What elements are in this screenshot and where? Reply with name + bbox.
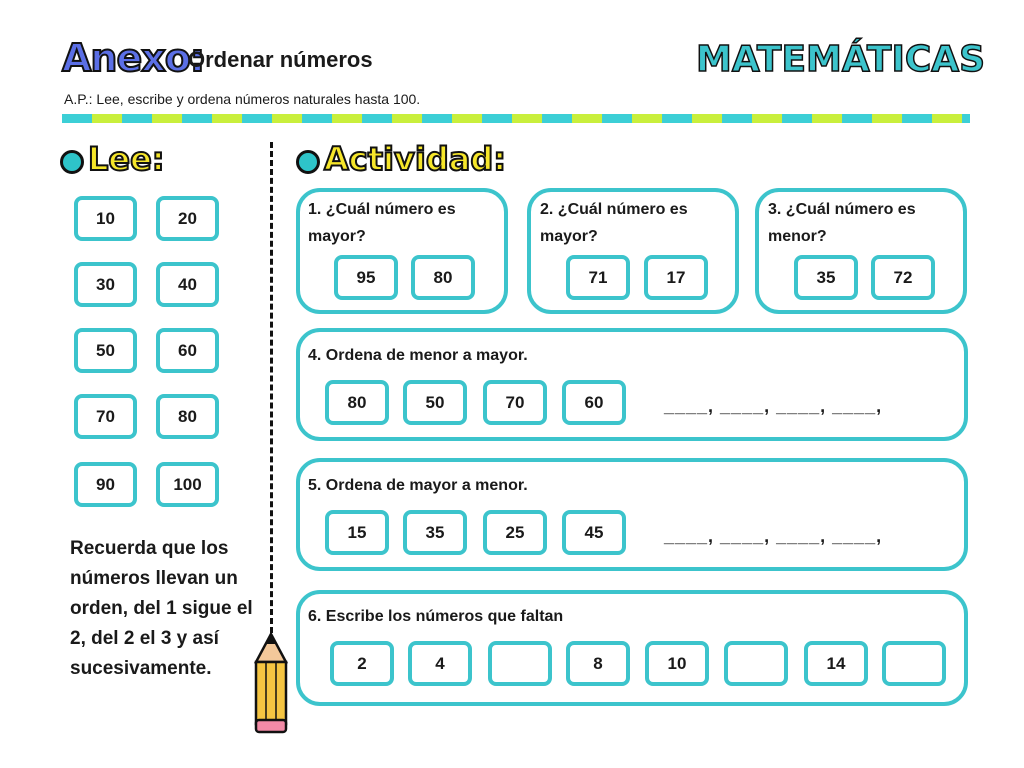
header-stripe — [62, 114, 970, 123]
q6-box-2: 4 — [408, 641, 472, 686]
page-title: Ordenar números — [188, 47, 373, 72]
q2-option-71[interactable]: 71 — [566, 255, 630, 300]
lee-tile-20: 20 — [156, 196, 219, 241]
lee-tile-50: 50 — [74, 328, 137, 373]
q2-option-17[interactable]: 17 — [644, 255, 708, 300]
anexo-label: Anexo: — [62, 36, 205, 80]
brand-label: MATEMÁTICAS — [696, 39, 986, 80]
lee-tile-40: 40 — [156, 262, 219, 307]
q4-number-50: 50 — [403, 380, 467, 425]
q6-box-7: 14 — [804, 641, 868, 686]
q6-box-6-empty[interactable] — [724, 641, 788, 686]
lee-tile-30: 30 — [74, 262, 137, 307]
q5-number-15: 15 — [325, 510, 389, 555]
actividad-heading: Actividad: — [324, 140, 507, 178]
q4-number-60: 60 — [562, 380, 626, 425]
lee-tile-60: 60 — [156, 328, 219, 373]
anexo-logo — [62, 36, 204, 80]
lee-tile-80: 80 — [156, 394, 219, 439]
q6-box-1: 2 — [330, 641, 394, 686]
q1-option-95[interactable]: 95 — [334, 255, 398, 300]
question-1-text: 1. ¿Cuál número es mayor? — [308, 201, 456, 245]
q4-answer-blanks[interactable]: ____, ____, ____, ____, — [664, 396, 883, 416]
question-2-text: 2. ¿Cuál número es mayor? — [540, 201, 688, 245]
q4-number-80: 80 — [325, 380, 389, 425]
question-5-text: 5. Ordena de mayor a menor. — [308, 477, 528, 494]
q5-number-45: 45 — [562, 510, 626, 555]
lee-tile-100: 100 — [156, 462, 219, 507]
q3-option-72[interactable]: 72 — [871, 255, 935, 300]
q5-answer-blanks[interactable]: ____, ____, ____, ____, — [664, 526, 883, 546]
q6-box-5: 10 — [645, 641, 709, 686]
learning-goal: A.P.: Lee, escribe y ordena números naturales hasta 100. — [64, 91, 421, 107]
reminder-text: Recuerda que los números llevan un orden, del 1 sigue el 2, del 2 el 3 y así sucesivamente. — [70, 538, 253, 679]
question-6-text: 6. Escribe los números que faltan — [308, 608, 564, 625]
q5-number-25: 25 — [483, 510, 547, 555]
lee-tile-10: 10 — [74, 196, 137, 241]
lee-tile-70: 70 — [74, 394, 137, 439]
q4-number-70: 70 — [483, 380, 547, 425]
question-4-text: 4. Ordena de menor a mayor. — [308, 347, 528, 364]
section-divider — [270, 142, 273, 642]
lee-tile-90: 90 — [74, 462, 137, 507]
q3-option-35[interactable]: 35 — [794, 255, 858, 300]
actividad-bullet-icon — [296, 150, 320, 174]
pencil-icon — [248, 632, 294, 736]
q5-number-35: 35 — [403, 510, 467, 555]
question-3-text: 3. ¿Cuál número es menor? — [768, 201, 916, 245]
q1-option-80[interactable]: 80 — [411, 255, 475, 300]
brand-logo — [696, 38, 985, 82]
q6-box-4: 8 — [566, 641, 630, 686]
q6-box-8-empty[interactable] — [882, 641, 946, 686]
lee-bullet-icon — [60, 150, 84, 174]
lee-heading: Lee: — [88, 140, 165, 178]
q6-box-3-empty[interactable] — [488, 641, 552, 686]
